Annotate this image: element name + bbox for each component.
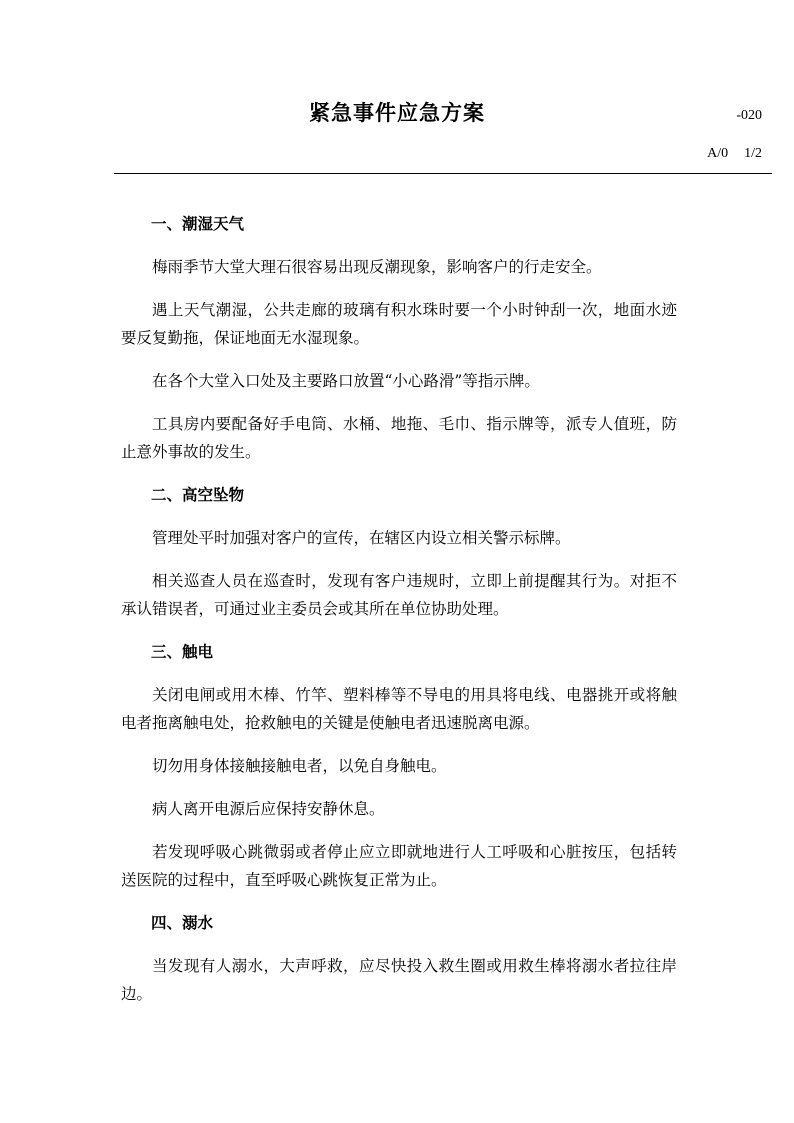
page-title: 紧急事件应急方案 xyxy=(309,100,485,125)
section-heading: 二、高空坠物 xyxy=(151,485,245,504)
section-heading: 四、溺水 xyxy=(151,913,214,932)
document-version-info xyxy=(707,146,762,162)
section-heading: 三、触电 xyxy=(151,642,214,661)
paragraph: 切勿用身体接触接触电者，以免自身触电。 xyxy=(152,757,447,775)
paragraph: 工具房内要配备好手电筒、水桶、地拖、毛巾、指示牌等，派专人值班，防止意外事故的发生。 xyxy=(121,415,677,461)
paragraph: 相关巡查人员在巡查时，发现有客户违规时，立即上前提醒其行为。对拒不承认错误者，可通过业主委员会或其所在单位协助处理。 xyxy=(121,572,677,618)
document-code: -020 xyxy=(736,108,762,123)
version-number: A/0 xyxy=(707,146,729,161)
paragraph: 管理处平时加强对客户的宣传，在辖区内设立相关警示标牌。 xyxy=(152,529,571,547)
paragraph: 关闭电闸或用木棒、竹竿、塑料棒等不导电的用具将电线、电器挑开或将触电者拖离触电处，抢救触电的关键是使触电者迅速脱离电源。 xyxy=(121,686,677,732)
section-heading: 一、潮湿天气 xyxy=(151,214,245,233)
page-number: 1/2 xyxy=(744,146,762,161)
paragraph: 在各个大堂入口处及主要路口放置“小心路滑”等指示牌。 xyxy=(152,372,540,390)
document-body xyxy=(121,210,677,1008)
header-divider xyxy=(114,173,772,174)
paragraph: 病人离开电源后应保持安静休息。 xyxy=(152,800,385,818)
paragraph: 梅雨季节大堂大理石很容易出现反潮现象，影响客户的行走安全。 xyxy=(152,258,602,276)
paragraph: 遇上天气潮湿，公共走廊的玻璃有积水珠时要一个小时钟刮一次，地面水迹要反复勤拖，保证地面无水湿现象。 xyxy=(121,301,677,347)
paragraph: 当发现有人溺水，大声呼救，应尽快投入救生圈或用救生棒将溺水者拉往岸边。 xyxy=(121,957,677,1003)
paragraph: 若发现呼吸心跳微弱或者停止应立即就地进行人工呼吸和心脏按压，包括转送医院的过程中，直至呼吸心跳恢复正常为止。 xyxy=(121,843,677,889)
